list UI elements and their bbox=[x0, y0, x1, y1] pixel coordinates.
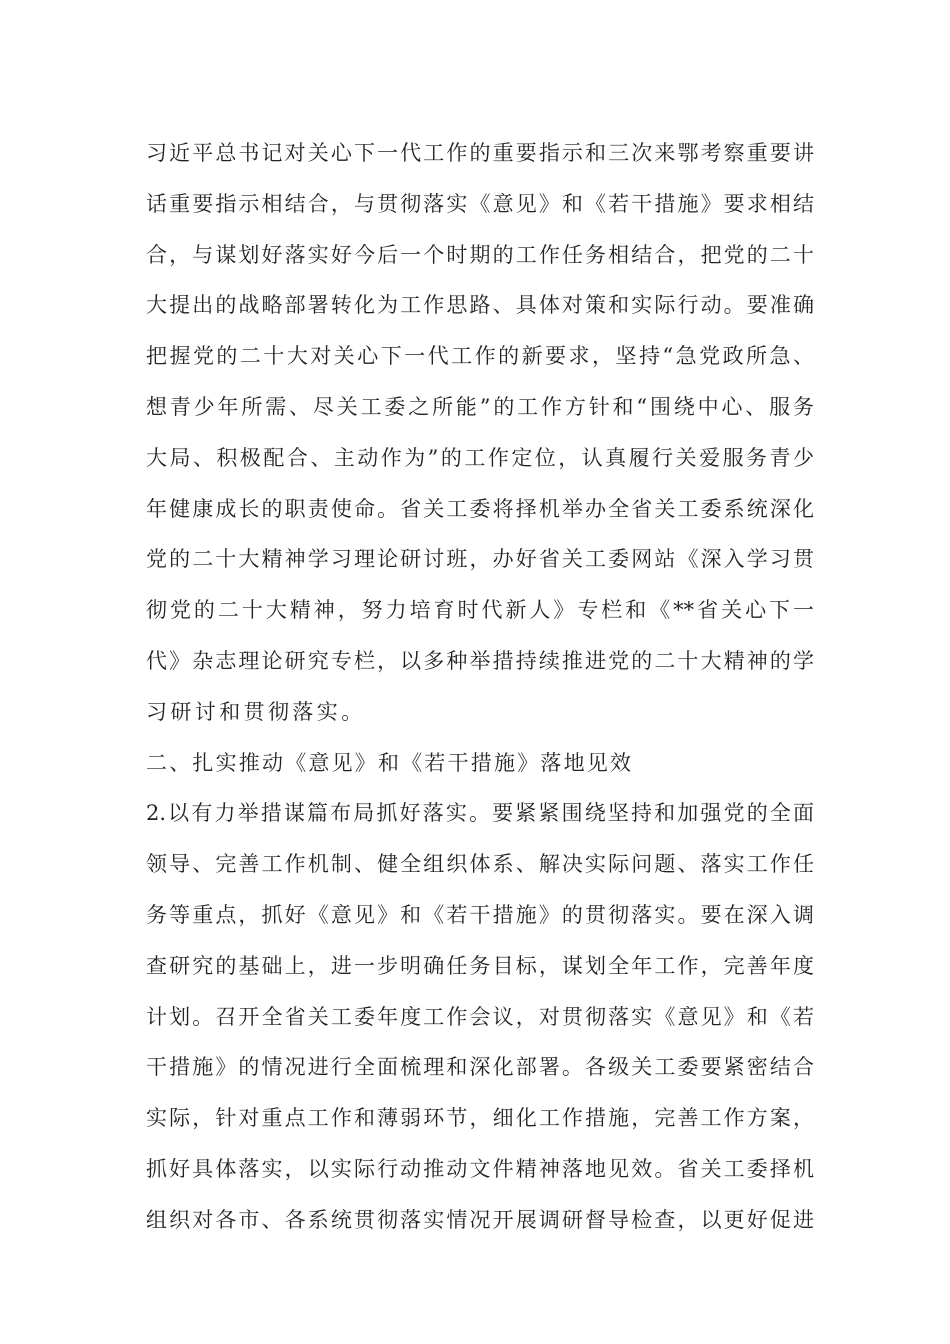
text-line: 代》杂志理论研究专栏，以多种举措持续推进党的二十大精神的学 bbox=[146, 648, 814, 673]
text-line: 年健康成长的职责使命。省关工委将择机举办全省关工委系统深化 bbox=[146, 496, 814, 521]
text-line: 话重要指示相结合，与贯彻落实《意见》和《若干措施》要求相结 bbox=[146, 191, 814, 216]
document-body bbox=[146, 128, 814, 1246]
text-line: 抓好具体落实，以实际行动推动文件精神落地见效。省关工委择机 bbox=[146, 1156, 814, 1181]
text-line: 查研究的基础上，进一步明确任务目标，谋划全年工作，完善年度 bbox=[146, 953, 814, 978]
paragraph-end-line: 习研讨和贯彻落实。 bbox=[146, 699, 366, 724]
text-line: 组织对各市、各系统贯彻落实情况开展调研督导检查，以更好促进 bbox=[146, 1207, 814, 1232]
text-line: 大局、积极配合、主动作为”的工作定位，认真履行关爱服务青少 bbox=[146, 445, 814, 470]
text-line: 领导、完善工作机制、健全组织体系、解决实际问题、落实工作任 bbox=[146, 852, 814, 877]
section-heading: 二、扎实推动《意见》和《若干措施》落地见效 bbox=[146, 750, 634, 775]
text-line: 计划。召开全省关工委年度工作会议，对贯彻落实《意见》和《若 bbox=[146, 1004, 814, 1029]
text-line: 2.以有力举措谋篇布局抓好落实。要紧紧围绕坚持和加强党的全面 bbox=[146, 801, 814, 826]
text-line: 习近平总书记对关心下一代工作的重要指示和三次来鄂考察重要讲 bbox=[146, 141, 814, 165]
text-line: 合，与谋划好落实好今后一个时期的工作任务相结合，把党的二十 bbox=[146, 242, 814, 267]
text-line: 务等重点，抓好《意见》和《若干措施》的贯彻落实。要在深入调 bbox=[146, 902, 814, 927]
text-line: 党的二十大精神学习理论研讨班，办好省关工委网站《深入学习贯 bbox=[146, 547, 814, 572]
text-line: 彻党的二十大精神，努力培育时代新人》专栏和《**省关心下一 bbox=[146, 598, 814, 623]
text-line: 把握党的二十大对关心下一代工作的新要求，坚持“急党政所急、 bbox=[146, 344, 814, 369]
text-line: 想青少年所需、尽关工委之所能”的工作方针和“围绕中心、服务 bbox=[146, 394, 814, 419]
text-line: 大提出的战略部署转化为工作思路、具体对策和实际行动。要准确 bbox=[146, 293, 814, 318]
text-line: 干措施》的情况进行全面梳理和深化部署。各级关工委要紧密结合 bbox=[146, 1055, 814, 1080]
text-line: 实际，针对重点工作和薄弱环节，细化工作措施，完善工作方案， bbox=[146, 1106, 814, 1131]
